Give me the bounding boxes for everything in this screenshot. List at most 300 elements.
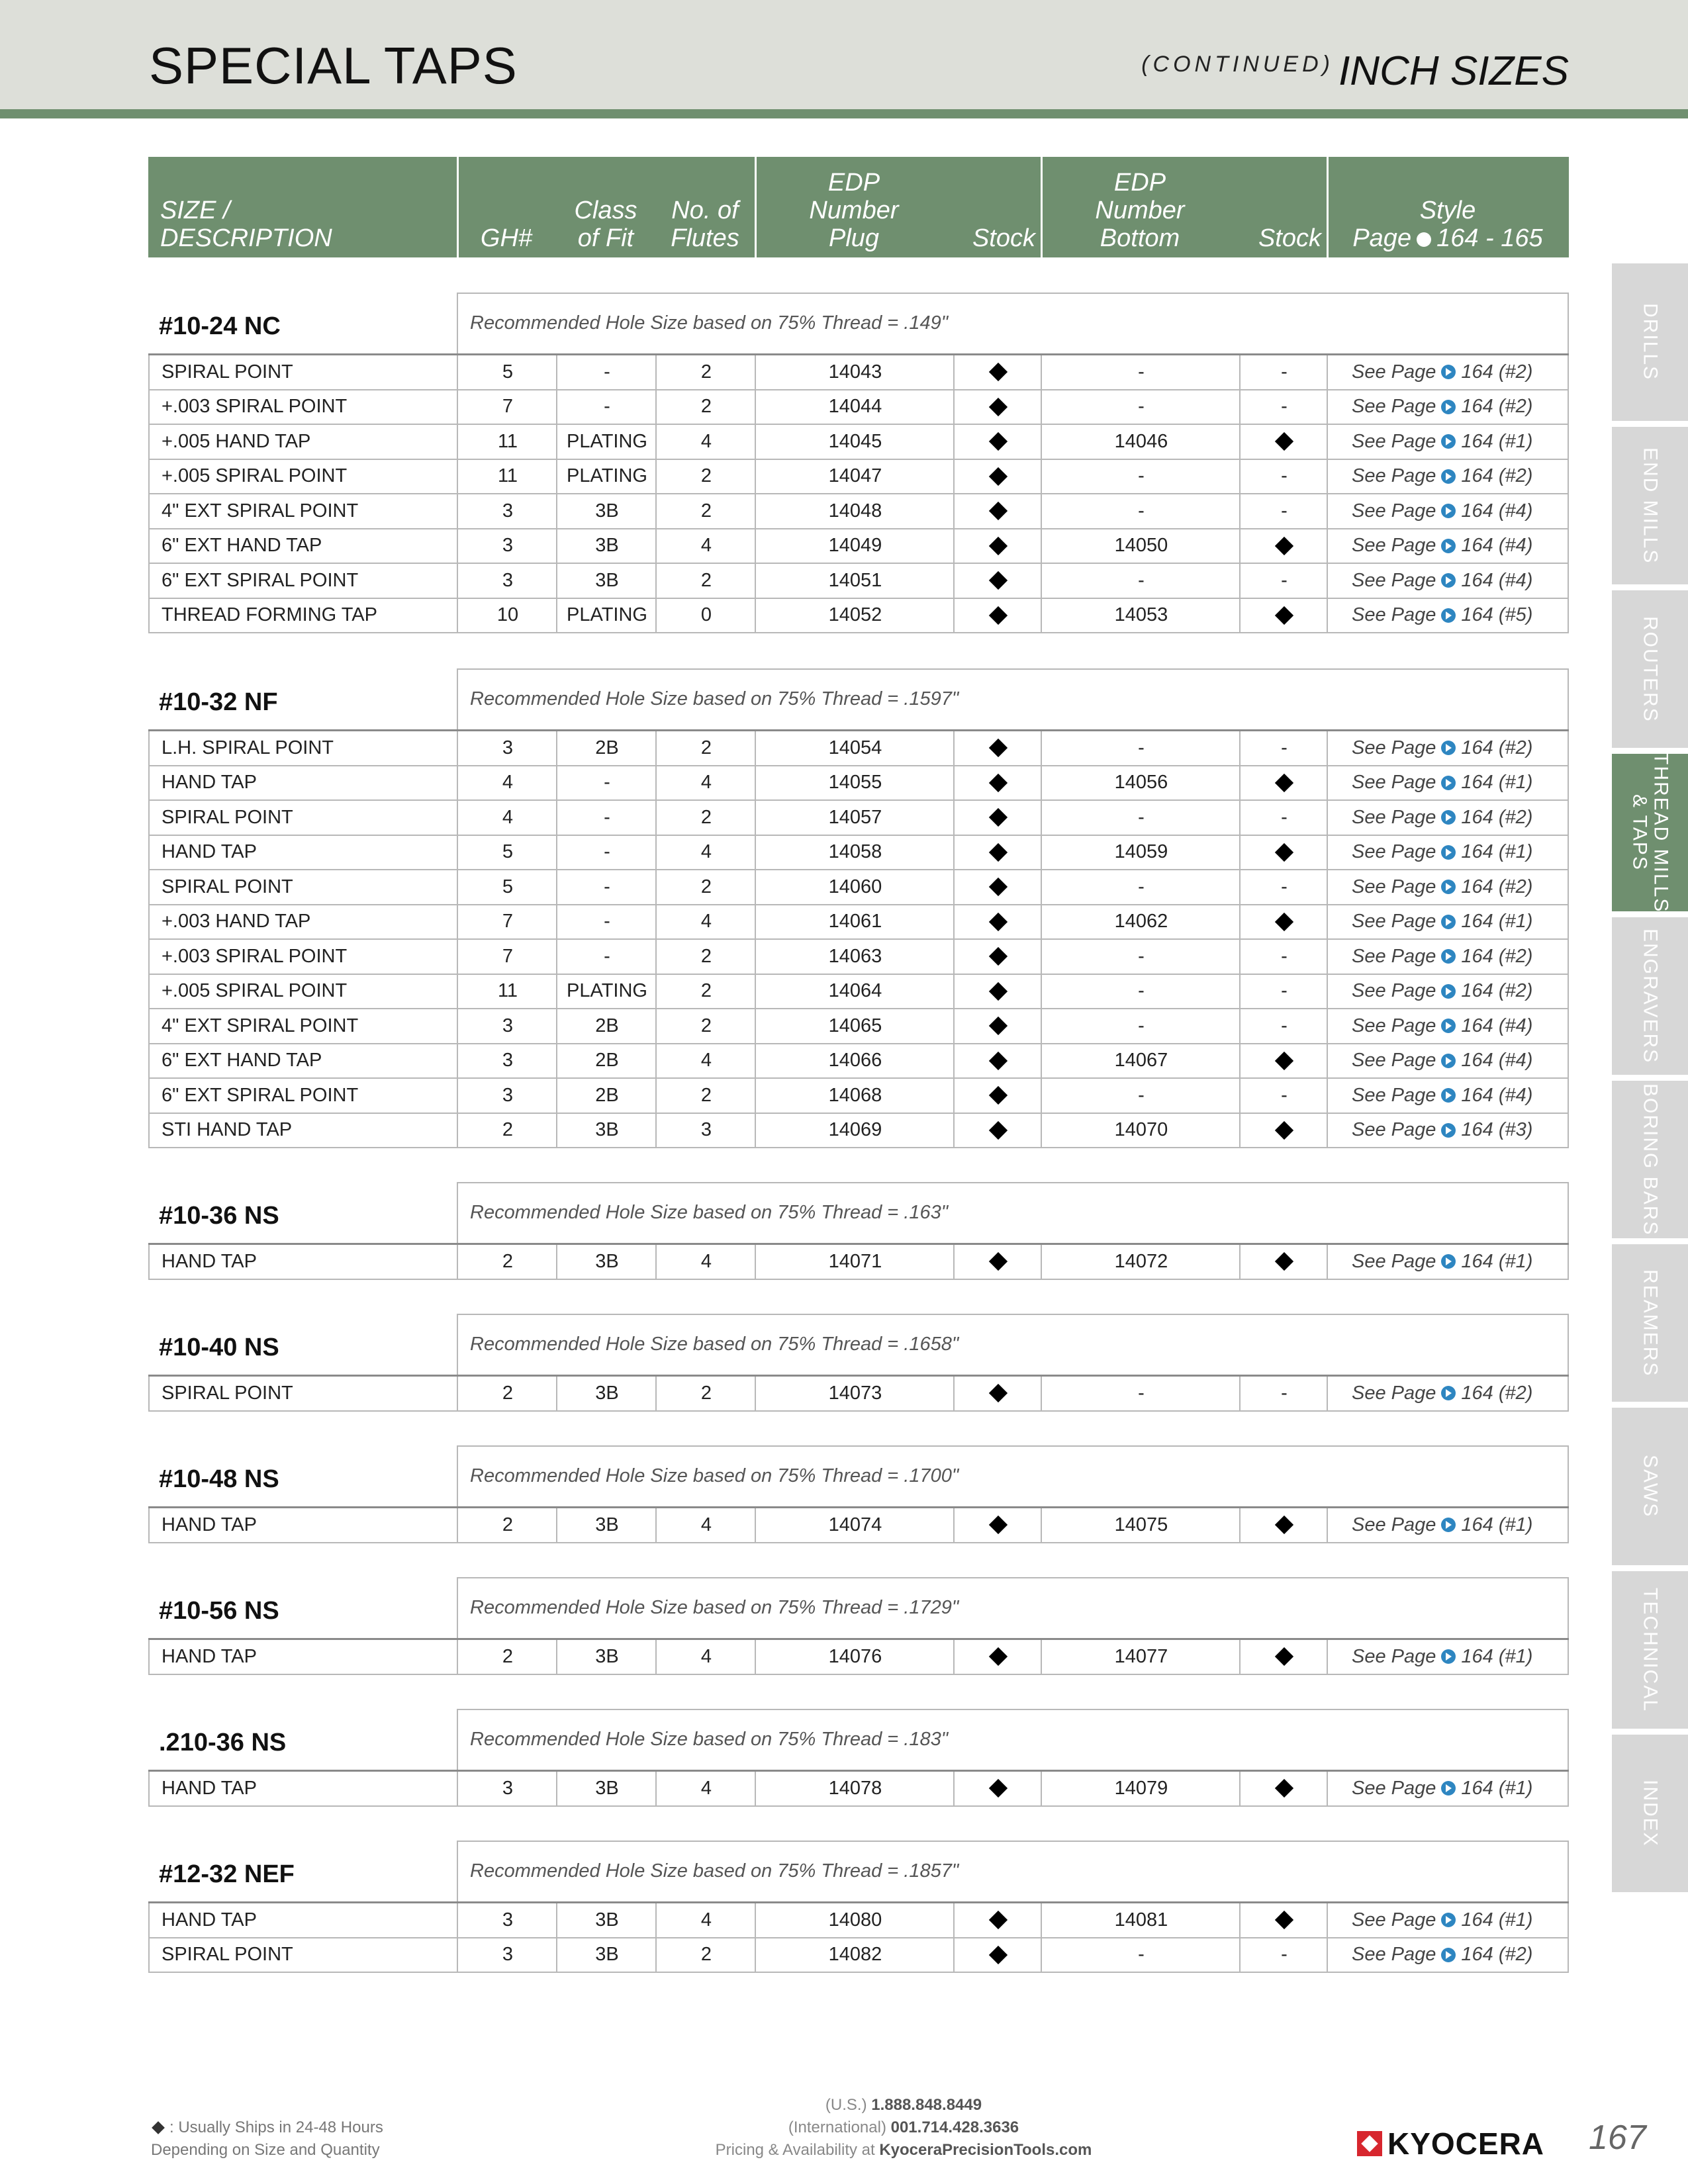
see-page-label: See Page — [1352, 1645, 1436, 1667]
group-size-label: #10-56 NS — [159, 1597, 279, 1625]
see-page-label: See Page — [1352, 1084, 1436, 1106]
arrow-right-icon — [1441, 608, 1456, 623]
cell-edp-plug: 14049 — [828, 535, 882, 557]
cell-flutes: 2 — [700, 876, 712, 897]
header-divider — [1041, 157, 1043, 257]
cell-description: SPIRAL POINT — [162, 361, 293, 383]
group-size-label: #10-36 NS — [159, 1202, 279, 1230]
cell-description: SPIRAL POINT — [162, 1382, 293, 1404]
cell-style-link[interactable] — [1352, 1044, 1570, 1078]
arrow-right-icon — [1441, 1019, 1456, 1033]
cell-description: +.003 SPIRAL POINT — [162, 396, 348, 418]
kyocera-logo — [1357, 2126, 1544, 2161]
cell-flutes: 2 — [700, 1382, 712, 1404]
arrow-right-icon — [1441, 949, 1456, 964]
cell-description: 6" EXT SPIRAL POINT — [162, 1084, 359, 1106]
cell-style-link[interactable] — [1352, 801, 1570, 835]
cell-description: SPIRAL POINT — [162, 806, 293, 828]
cell-edp-bottom: 14081 — [1114, 1909, 1168, 1931]
table-row[interactable] — [148, 731, 1569, 766]
cell-stock-plug — [955, 940, 1042, 974]
cell-stock-bottom — [1241, 1772, 1328, 1805]
cell-edp-bottom: - — [1138, 1944, 1145, 1966]
arrow-right-icon — [1441, 504, 1456, 518]
cell-description: HAND TAP — [162, 841, 257, 863]
recommended-hole-text: Recommended Hole Size based on 75% Thread = .183" — [470, 1729, 949, 1750]
cell-stock-bottom: - — [1281, 1015, 1288, 1036]
stock-diamond-icon — [989, 1052, 1008, 1070]
side-tab-thread-mills-taps[interactable] — [1612, 754, 1688, 911]
cell-gh: 7 — [502, 396, 514, 418]
cell-gh: 3 — [502, 1050, 514, 1071]
table-row[interactable] — [148, 1044, 1569, 1079]
see-page-label: See Page — [1352, 1382, 1436, 1404]
cell-class-of-fit: 3B — [595, 1909, 619, 1931]
cell-class-of-fit: PLATING — [567, 465, 647, 487]
cell-stock-bottom — [1241, 1508, 1328, 1542]
style-page-ref: 164 (#4) — [1461, 1015, 1533, 1036]
cell-stock-plug — [955, 731, 1042, 765]
header-class-of-fit-line: of Fit — [577, 224, 634, 252]
header-edp-plug — [755, 157, 953, 257]
legend-line-1: : Usually Ships in 24-48 Hours — [169, 2118, 383, 2136]
logo-mark-icon — [1357, 2131, 1382, 2156]
cell-style-link[interactable] — [1352, 460, 1570, 494]
stock-diamond-icon — [989, 537, 1008, 555]
cell-flutes: 2 — [700, 1944, 712, 1966]
table-row[interactable] — [148, 1938, 1569, 1974]
cell-class-of-fit: 2B — [595, 1015, 619, 1036]
cell-flutes: 4 — [700, 772, 712, 794]
cell-edp-bottom: - — [1138, 396, 1145, 418]
side-tab-label: BORING BARS — [1639, 1083, 1662, 1236]
table-row[interactable] — [148, 460, 1569, 495]
cell-stock-plug — [955, 1508, 1042, 1542]
continued-label: (CONTINUED) — [1141, 52, 1334, 77]
arrow-right-icon — [1441, 400, 1456, 414]
table-header — [148, 157, 1569, 257]
cell-stock-bottom: - — [1281, 876, 1288, 897]
cell-gh: 2 — [502, 1514, 514, 1535]
side-tab-label: DRILLS — [1639, 303, 1662, 381]
cell-edp-plug: 14073 — [828, 1382, 882, 1404]
table-row[interactable] — [148, 494, 1569, 529]
cell-style-link[interactable] — [1352, 390, 1570, 424]
cell-edp-plug: 14043 — [828, 361, 882, 383]
us-phone[interactable]: 1.888.848.8449 — [871, 2096, 982, 2114]
table-row[interactable] — [148, 1245, 1569, 1280]
cell-class-of-fit: 2B — [595, 1050, 619, 1071]
stock-diamond-icon — [989, 739, 1008, 757]
table-row[interactable] — [148, 1009, 1569, 1044]
style-page-ref: 164 (#4) — [1461, 1084, 1533, 1106]
cell-style-link[interactable] — [1352, 1903, 1570, 1937]
cell-class-of-fit: 3B — [595, 1514, 619, 1535]
cell-style-link[interactable] — [1352, 1009, 1570, 1043]
style-page-ref: 164 (#4) — [1461, 1050, 1533, 1071]
side-tab-engravers[interactable] — [1612, 917, 1688, 1075]
header-stock-plug-line: Stock — [972, 224, 1035, 252]
cell-gh: 7 — [502, 911, 514, 933]
recommended-hole-text: Recommended Hole Size based on 75% Thread = .1729" — [470, 1597, 959, 1618]
cell-gh: 5 — [502, 841, 514, 863]
header-class-of-fit — [556, 157, 655, 257]
cell-description: 4" EXT SPIRAL POINT — [162, 1015, 359, 1036]
cell-stock-bottom — [1241, 1245, 1328, 1279]
stock-diamond-icon — [989, 467, 1008, 486]
website-link[interactable]: KyoceraPrecisionTools.com — [879, 2141, 1092, 2159]
cell-class-of-fit: 3B — [595, 1119, 619, 1141]
see-page-label: See Page — [1352, 806, 1436, 828]
cell-flutes: 4 — [700, 535, 712, 557]
stock-diamond-icon — [989, 502, 1008, 520]
cell-stock-bottom — [1241, 836, 1328, 870]
style-page-ref: 164 (#4) — [1461, 500, 1533, 522]
cell-flutes: 2 — [700, 980, 712, 1002]
arrow-right-icon — [1441, 573, 1456, 588]
arrow-right-icon — [1441, 1054, 1456, 1068]
cell-edp-plug: 14069 — [828, 1119, 882, 1141]
stock-diamond-icon — [989, 1779, 1008, 1797]
cell-edp-plug: 14063 — [828, 945, 882, 967]
cell-flutes: 2 — [700, 806, 712, 828]
stock-diamond-icon — [1275, 606, 1293, 625]
table-row[interactable] — [148, 355, 1569, 390]
table-row[interactable] — [148, 1640, 1569, 1675]
cell-class-of-fit: 3B — [595, 1645, 619, 1667]
cell-style-link[interactable] — [1352, 836, 1570, 870]
table-row[interactable] — [148, 390, 1569, 426]
page-title: SPECIAL TAPS — [149, 36, 518, 95]
recommended-hole-box — [457, 1577, 1569, 1638]
cell-style-link[interactable] — [1352, 529, 1570, 563]
style-page-ref: 164 (#1) — [1461, 1645, 1533, 1667]
cell-class-of-fit: PLATING — [567, 604, 647, 626]
cell-flutes: 2 — [700, 500, 712, 522]
cell-style-link[interactable] — [1352, 1640, 1570, 1674]
cell-edp-plug: 14060 — [828, 876, 882, 897]
cell-edp-bottom: 14050 — [1114, 535, 1168, 557]
cell-style-link[interactable] — [1352, 599, 1570, 633]
recommended-hole-box — [457, 1445, 1569, 1506]
header-stock-bottom — [1239, 157, 1327, 257]
cell-style-link[interactable] — [1352, 905, 1570, 939]
header-style-label: Style — [1419, 197, 1476, 224]
cell-stock-plug — [955, 599, 1042, 633]
cell-edp-bottom: - — [1138, 1015, 1145, 1036]
cell-style-link[interactable] — [1352, 1938, 1570, 1972]
see-page-label: See Page — [1352, 1777, 1436, 1799]
arrow-right-icon — [1441, 880, 1456, 894]
cell-stock-plug — [955, 1640, 1042, 1674]
see-page-label: See Page — [1352, 772, 1436, 794]
cell-class-of-fit: 2B — [595, 737, 619, 758]
cell-description: HAND TAP — [162, 1777, 257, 1799]
cell-flutes: 2 — [700, 1084, 712, 1106]
recommended-hole-box — [457, 1314, 1569, 1375]
stock-diamond-icon — [989, 1647, 1008, 1666]
cell-stock-bottom: - — [1281, 1084, 1288, 1106]
cell-class-of-fit: 3B — [595, 569, 619, 591]
cell-style-link[interactable] — [1352, 940, 1570, 974]
cell-stock-bottom: - — [1281, 945, 1288, 967]
table-row[interactable] — [148, 529, 1569, 565]
cell-class-of-fit: - — [604, 806, 610, 828]
cell-class-of-fit: - — [604, 945, 610, 967]
cell-stock-plug — [955, 1772, 1042, 1805]
cell-description: SPIRAL POINT — [162, 1944, 293, 1966]
cell-stock-plug — [955, 355, 1042, 389]
cell-stock-plug — [955, 1114, 1042, 1148]
cell-gh: 5 — [502, 361, 514, 383]
table-row[interactable] — [148, 801, 1569, 836]
cell-stock-plug — [955, 1079, 1042, 1113]
cell-edp-bottom: 14046 — [1114, 430, 1168, 452]
side-tab-routers[interactable] — [1612, 590, 1688, 748]
cell-class-of-fit: 3B — [595, 1944, 619, 1966]
cell-flutes: 4 — [700, 1514, 712, 1535]
cell-stock-bottom — [1241, 766, 1328, 800]
cell-style-link[interactable] — [1352, 1772, 1570, 1805]
side-tab-index[interactable] — [1612, 1735, 1688, 1892]
stock-diamond-icon — [989, 913, 1008, 931]
see-page-label: See Page — [1352, 465, 1436, 487]
see-page-label: See Page — [1352, 500, 1436, 522]
see-page-label: See Page — [1352, 396, 1436, 418]
cell-gh: 4 — [502, 772, 514, 794]
table-row[interactable] — [148, 1903, 1569, 1938]
cell-style-link[interactable] — [1352, 870, 1570, 904]
header-style-pages — [1327, 224, 1569, 252]
cell-class-of-fit: 2B — [595, 1084, 619, 1106]
cell-style-link[interactable] — [1352, 494, 1570, 528]
cell-style-link[interactable] — [1352, 1377, 1570, 1410]
arrow-right-icon — [1441, 469, 1456, 484]
stock-diamond-icon — [989, 363, 1008, 381]
cell-stock-plug — [955, 460, 1042, 494]
style-page-ref: 164 (#4) — [1461, 535, 1533, 557]
cell-gh: 11 — [497, 465, 518, 487]
cell-description: 6" EXT HAND TAP — [162, 1050, 322, 1071]
cell-stock-bottom: - — [1281, 500, 1288, 522]
style-page-ref: 164 (#2) — [1461, 737, 1533, 758]
cell-style-link[interactable] — [1352, 1245, 1570, 1279]
header-size-description — [160, 157, 457, 257]
cell-edp-bottom: 14067 — [1114, 1050, 1168, 1071]
header-stock-bottom-line: Stock — [1258, 224, 1321, 252]
cell-class-of-fit: 3B — [595, 1250, 619, 1272]
cell-edp-bottom: - — [1138, 500, 1145, 522]
style-page-ref: 164 (#4) — [1461, 569, 1533, 591]
header-rule — [0, 109, 1688, 118]
recommended-hole-text: Recommended Hole Size based on 75% Thread = .1658" — [470, 1334, 959, 1355]
header-edp-bottom-line: Number — [1095, 197, 1185, 224]
cell-description: HAND TAP — [162, 772, 257, 794]
cell-stock-bottom: - — [1281, 1944, 1288, 1966]
side-tab-end-mills[interactable] — [1612, 427, 1688, 584]
recommended-hole-text: Recommended Hole Size based on 75% Thread = .149" — [470, 312, 949, 334]
arrow-right-icon — [1441, 810, 1456, 825]
style-page-ref: 164 (#3) — [1461, 1119, 1533, 1141]
cell-flutes: 2 — [700, 361, 712, 383]
table-row[interactable] — [148, 975, 1569, 1010]
table-row[interactable] — [148, 1079, 1569, 1114]
cell-gh: 3 — [502, 1777, 514, 1799]
table-row[interactable] — [148, 940, 1569, 975]
arrow-right-icon — [1441, 845, 1456, 860]
table-row[interactable] — [148, 564, 1569, 599]
cell-edp-plug: 14048 — [828, 500, 882, 522]
table-row[interactable] — [148, 836, 1569, 871]
cell-flutes: 4 — [700, 1777, 712, 1799]
cell-style-link[interactable] — [1352, 975, 1570, 1009]
cell-flutes: 4 — [700, 841, 712, 863]
cell-edp-plug: 14071 — [828, 1250, 882, 1272]
cell-edp-bottom: - — [1138, 737, 1145, 758]
header-page-word: Page — [1352, 224, 1412, 252]
see-page-label: See Page — [1352, 1119, 1436, 1141]
stock-diamond-icon — [989, 1911, 1008, 1929]
cell-stock-plug — [955, 905, 1042, 939]
cell-stock-bottom — [1241, 529, 1328, 563]
cell-class-of-fit: - — [604, 841, 610, 863]
see-page-label: See Page — [1352, 980, 1436, 1002]
side-tab-boring-bars[interactable] — [1612, 1081, 1688, 1238]
recommended-hole-text: Recommended Hole Size based on 75% Thread = .1700" — [470, 1465, 959, 1486]
table-row[interactable] — [148, 1508, 1569, 1543]
stock-diamond-icon — [989, 982, 1008, 1001]
style-page-ref: 164 (#1) — [1461, 911, 1533, 933]
cell-gh: 5 — [502, 876, 514, 897]
cell-description: 4" EXT SPIRAL POINT — [162, 500, 359, 522]
table-row[interactable] — [148, 1377, 1569, 1412]
see-page-label: See Page — [1352, 361, 1436, 383]
table-row[interactable] — [148, 599, 1569, 634]
cell-flutes: 4 — [700, 1645, 712, 1667]
cell-flutes: 4 — [700, 1250, 712, 1272]
cell-style-link[interactable] — [1352, 425, 1570, 459]
style-page-ref: 164 (#2) — [1461, 1382, 1533, 1404]
cell-flutes: 2 — [700, 569, 712, 591]
style-page-ref: 164 (#1) — [1461, 1909, 1533, 1931]
side-tab-saws[interactable] — [1612, 1408, 1688, 1565]
cell-class-of-fit: - — [604, 396, 610, 418]
side-tab-technical[interactable] — [1612, 1571, 1688, 1729]
cell-gh: 11 — [497, 980, 518, 1002]
stock-diamond-icon — [989, 1516, 1008, 1534]
cell-style-link[interactable] — [1352, 1114, 1570, 1148]
cell-edp-plug: 14045 — [828, 430, 882, 452]
arrow-right-icon — [1441, 1781, 1456, 1796]
cell-gh: 3 — [502, 569, 514, 591]
cell-style-link[interactable] — [1352, 1079, 1570, 1113]
cell-style-link[interactable] — [1352, 355, 1570, 389]
header-gh-line: GH# — [480, 224, 533, 252]
cell-edp-plug: 14052 — [828, 604, 882, 626]
recommended-hole-text: Recommended Hole Size based on 75% Thread = .1857" — [470, 1860, 959, 1882]
cell-description: HAND TAP — [162, 1250, 257, 1272]
cell-description: 6" EXT SPIRAL POINT — [162, 569, 359, 591]
cell-style-link[interactable] — [1352, 1508, 1570, 1542]
diamond-icon — [152, 2121, 165, 2134]
see-page-label: See Page — [1352, 1015, 1436, 1036]
stock-diamond-icon — [989, 432, 1008, 451]
header-size-description-line: SIZE / — [160, 197, 230, 224]
table-row[interactable] — [148, 766, 1569, 801]
side-tab-label: THREAD MILLS & TAPS — [1628, 752, 1672, 913]
arrow-right-icon — [1417, 232, 1431, 247]
cell-stock-plug — [955, 1245, 1042, 1279]
cell-edp-bottom: - — [1138, 876, 1145, 897]
cell-edp-plug: 14082 — [828, 1944, 882, 1966]
stock-diamond-icon — [989, 1086, 1008, 1105]
cell-stock-plug — [955, 494, 1042, 528]
cell-description: +.003 HAND TAP — [162, 911, 311, 933]
stock-diamond-icon — [1275, 1779, 1293, 1797]
intl-phone[interactable]: 001.714.428.3636 — [890, 2118, 1019, 2136]
cell-stock-plug — [955, 975, 1042, 1009]
table-row[interactable] — [148, 870, 1569, 905]
stock-diamond-icon — [1275, 1516, 1293, 1534]
us-label: (U.S.) — [825, 2096, 867, 2114]
cell-style-link[interactable] — [1352, 564, 1570, 598]
cell-description: 6" EXT HAND TAP — [162, 535, 322, 557]
cell-stock-plug — [955, 529, 1042, 563]
header-flutes-line: No. of — [671, 197, 739, 224]
cell-class-of-fit: 3B — [595, 500, 619, 522]
cell-stock-plug — [955, 870, 1042, 904]
arrow-right-icon — [1441, 1518, 1456, 1532]
cell-edp-plug: 14065 — [828, 1015, 882, 1036]
group-size-label: #10-48 NS — [159, 1465, 279, 1493]
cell-stock-bottom — [1241, 1044, 1328, 1078]
side-tab-reamers[interactable] — [1612, 1244, 1688, 1402]
arrow-right-icon — [1441, 741, 1456, 755]
cell-stock-plug — [955, 1009, 1042, 1043]
stock-diamond-icon — [1275, 1252, 1293, 1271]
table-row[interactable] — [148, 1114, 1569, 1149]
recommended-hole-box — [457, 668, 1569, 729]
arrow-right-icon — [1441, 365, 1456, 379]
table-row[interactable] — [148, 1772, 1569, 1807]
cell-gh: 7 — [502, 945, 514, 967]
cell-stock-plug — [955, 836, 1042, 870]
cell-gh: 2 — [502, 1250, 514, 1272]
recommended-hole-box — [457, 1841, 1569, 1901]
cell-stock-plug — [955, 1903, 1042, 1937]
side-tab-drills[interactable] — [1612, 263, 1688, 421]
cell-edp-bottom: - — [1138, 806, 1145, 828]
pricing-label: Pricing & Availability at — [715, 2141, 875, 2159]
cell-stock-plug — [955, 1938, 1042, 1972]
cell-style-link[interactable] — [1352, 766, 1570, 800]
cell-description: +.005 SPIRAL POINT — [162, 465, 348, 487]
see-page-label: See Page — [1352, 430, 1436, 452]
cell-flutes: 2 — [700, 737, 712, 758]
cell-stock-bottom: - — [1281, 1382, 1288, 1404]
style-page-ref: 164 (#2) — [1461, 1944, 1533, 1966]
table-row[interactable] — [148, 905, 1569, 940]
stock-diamond-icon — [989, 1384, 1008, 1402]
table-row[interactable] — [148, 425, 1569, 460]
cell-edp-plug: 14057 — [828, 806, 882, 828]
stock-legend — [151, 2116, 383, 2161]
see-page-label: See Page — [1352, 737, 1436, 758]
cell-style-link[interactable] — [1352, 731, 1570, 765]
cell-stock-bottom: - — [1281, 361, 1288, 383]
see-page-label: See Page — [1352, 604, 1436, 626]
contact-info — [662, 2094, 1145, 2161]
